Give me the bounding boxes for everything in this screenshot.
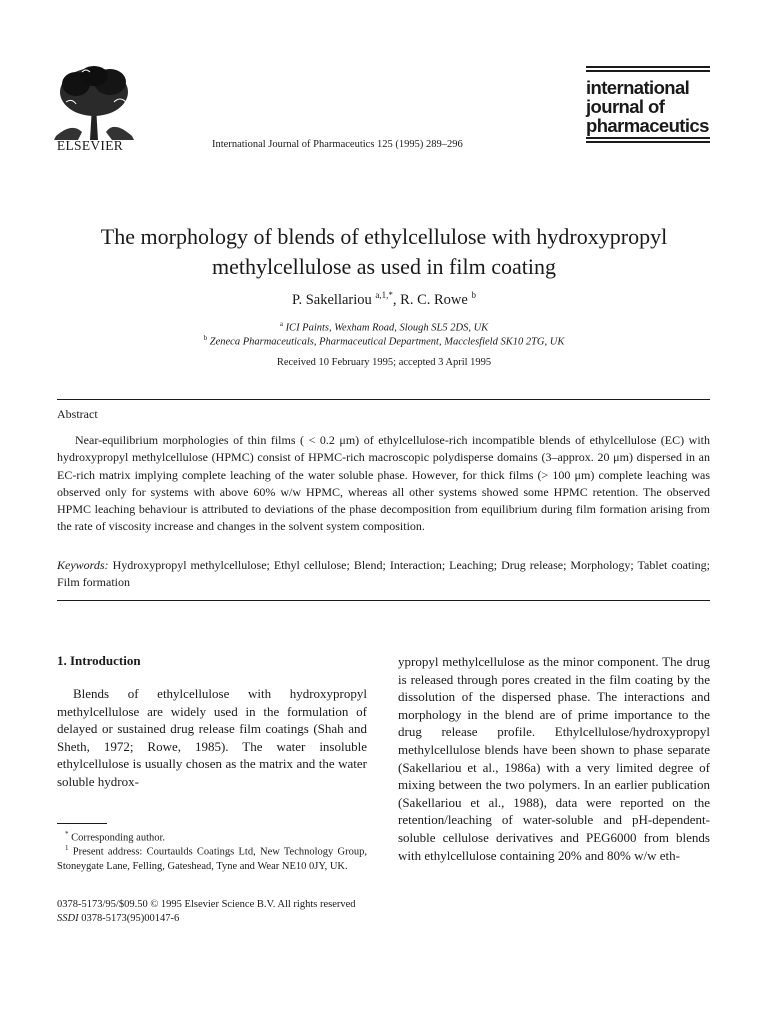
journal-brand xyxy=(586,66,710,145)
footnote-text: Corresponding author. xyxy=(71,832,166,844)
brand-word: international xyxy=(586,77,690,98)
affiliation-text: ICI Paints, Wexham Road, Slough SL5 2DS, UK xyxy=(285,322,489,334)
brand-rule xyxy=(586,137,710,139)
author-marks: b xyxy=(471,290,476,300)
abstract-body: Near-equilibrium morphologies of thin films ( < 0.2 μm) of ethylcellulose-rich incompatible blends of ethylcellulose (EC) with hydroxypropyl methylcellulose (HPMC) consist of HPMC-rich macroscopic polydisperse domains (3–approx. 20 μm) dispersed in an EC-rich matrix implying complete leaching of the water soluble phase. However, for thick films (> 100 μm) complete leaching was observed only for systems with above 60% w/w HPMC, whereas all other systems showed some HPMC retention. The observed HPMC leaching behaviour is attributed to deviations of the phase decomposition from equilibrium during film formation arising from the rate of viscosity increase and changes in the solvent system composition. xyxy=(57,433,710,534)
intro-right-column: ypropyl methylcellulose as the minor component. The drug is released through pores created in the film coating by the dissolution of the dispersed phase. The interactions and morphology in the blend are of prime importance to the drug release profile. Ethylcellulose/hydroxypropyl methylcellulose blends have been shown to phase separate (Sakellariou et al., 1986a) with a very limited degree of mixing between the two polymers. In an earlier publication (Sakellariou et al., 1988), data were reported on the retention/leaching of water-soluble and pH-dependent-soluble cellulose derivatives and PEG6000 from blends with ethylcellulose containing 20% and 80% w/w eth- xyxy=(398,654,710,863)
brand-word: journal of xyxy=(586,96,665,117)
affiliation-mark: a xyxy=(279,320,283,328)
footnote-rule xyxy=(57,823,107,824)
keywords-text: Hydroxypropyl methylcellulose; Ethyl cellulose; Blend; Interaction; Leaching; Drug release; Morphology; Tablet coating; Film formation xyxy=(57,558,711,589)
divider xyxy=(57,399,710,400)
brand-words xyxy=(586,74,710,137)
footnote-present-address xyxy=(57,841,367,874)
author-name: R. C. Rowe xyxy=(400,291,468,308)
affiliation-b xyxy=(40,334,728,348)
intro-left-column: Blends of ethylcellulose with hydroxypropyl methylcellulose are widely used in the formulation of delayed or sustained drug release film coatings (Shah and Sheth, 1972; Rowe, 1985). The water insoluble ethylcellulose is usually chosen as the matrix and the water soluble hydrox- xyxy=(57,686,367,789)
author-marks: a,1,* xyxy=(375,290,393,300)
footnote-mark: 1 xyxy=(65,844,69,852)
keywords xyxy=(57,557,710,591)
ssdi-code: 0378-5173(95)00147-6 xyxy=(81,913,180,924)
article-title: The morphology of blends of ethylcellulose with hydroxypropyl methylcellulose as used in film coating xyxy=(100,224,668,279)
keywords-label: Keywords: xyxy=(57,558,109,572)
brand-rule xyxy=(586,70,710,72)
abstract-heading: Abstract xyxy=(57,407,98,421)
divider xyxy=(57,600,710,601)
author-name: P. Sakellariou xyxy=(292,291,372,308)
affiliation-mark: b xyxy=(203,334,208,342)
author-list: P. Sakellariou $^{a,1,*}$, R. C. Rowe $^b$ xyxy=(292,290,476,308)
section-heading: 1. Introduction xyxy=(57,653,141,668)
brand-rule xyxy=(586,66,710,68)
ssdi-label: SSDI xyxy=(57,913,79,924)
ssdi-line xyxy=(57,913,179,924)
elsevier-tree-logo xyxy=(52,62,136,140)
brand-word: pharmaceutics xyxy=(586,115,709,136)
publisher-name: ELSEVIER xyxy=(56,138,124,153)
affiliation-text: Zeneca Pharmaceuticals, Pharmaceutical Department, Macclesfield SK10 2TG, UK xyxy=(209,336,565,348)
footnote-mark: * xyxy=(65,830,69,838)
received-dates: Received 10 February 1995; accepted 3 April 1995 xyxy=(276,357,492,368)
journal-citation: International Journal of Pharmaceutics 125 (1995) 289–296 xyxy=(212,139,463,150)
footnote-text: Present address: Courtaulds Coatings Ltd, New Technology Group, Stoneygate Lane, Felling, Gateshead, Tyne and Wear NE10 0JY, UK. xyxy=(57,846,368,872)
brand-rule xyxy=(586,141,710,143)
copyright-line: 0378-5173/95/$09.50 © 1995 Elsevier Science B.V. All rights reserved xyxy=(57,899,356,910)
affiliation-a xyxy=(40,320,728,334)
